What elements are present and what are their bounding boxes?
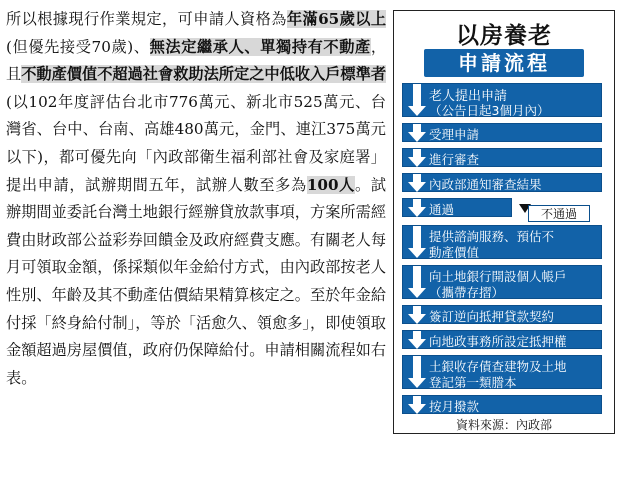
flow-step-label: 土銀收存債查建物及土地 — [429, 359, 567, 374]
down-arrow-icon — [408, 404, 426, 414]
article-text-run: 所以根據現行作業規定，可申請人資格為 — [6, 10, 287, 28]
down-arrow-icon — [408, 248, 426, 258]
flow-step-sublabel: 登記第一類謄本 — [429, 375, 517, 390]
article-text-run: (以102年度評估台北市776萬元、新北市525萬元、台灣省、台中、台南、高雄480萬元，金門、連江375萬元以下)，都可優先向「內政部衛生福利部社會及家庭署」提出申請，試辦期間五年，試辦人數至多為 — [6, 92, 386, 194]
flow-step-label: 簽訂逆向抵押貸款契約 — [429, 309, 555, 324]
source-note: 資料來源：內政部 — [455, 418, 552, 432]
flow-step-label: 提供諮詢服務、預估不 — [429, 229, 555, 244]
flow-arrow-stem — [413, 356, 421, 378]
flow-step-payment — [402, 395, 602, 414]
flow-step-consult — [402, 225, 602, 259]
flow-step-label: 進行審查 — [429, 152, 480, 167]
flowchart-title: 以房養老 — [456, 23, 552, 49]
down-arrow-icon — [408, 288, 426, 298]
flow-step-apply — [402, 83, 602, 117]
down-arrow-icon — [408, 157, 426, 167]
flow-step-sublabel: （攜帶存摺） — [429, 285, 505, 300]
down-arrow-icon — [408, 378, 426, 388]
flow-arrow-stem — [413, 306, 421, 314]
flow-step-open-account — [402, 265, 602, 299]
flow-step-notify — [402, 173, 602, 192]
article-text-run: ，且 — [6, 37, 387, 84]
article-text-run: (但優先接受70歲)、 — [6, 37, 150, 56]
flow-step-label: 內政部通知審查結果 — [429, 177, 542, 192]
flow-arrow-stem — [413, 124, 421, 132]
flow-step-register — [402, 355, 602, 389]
flow-step-label: 向土地銀行開設個人帳戶 — [429, 269, 567, 284]
flow-step-contract — [402, 305, 602, 324]
flow-arrow-stem — [413, 199, 421, 207]
down-arrow-icon — [408, 182, 426, 192]
flow-step-label: 按月撥款 — [429, 399, 480, 414]
highlight-sole-owner: 單獨持有不動產 — [260, 37, 371, 56]
flow-arrow-stem — [413, 331, 421, 339]
flow-step-sublabel: （公告日起3個月內） — [429, 103, 550, 118]
down-arrow-icon — [408, 106, 426, 116]
flow-step-pass — [402, 198, 512, 217]
flow-step-review — [402, 148, 602, 167]
down-arrow-icon — [408, 314, 426, 324]
flowchart-subtitle: 申請流程 — [424, 49, 584, 77]
highlight-max-participants: 100人 — [306, 175, 355, 194]
flow-arrow-stem — [413, 84, 421, 106]
flow-arrow-stem — [413, 149, 421, 157]
flow-arrow-stem — [413, 396, 421, 404]
flow-step-accept — [402, 123, 602, 142]
flow-step-sublabel: 動產價值 — [429, 245, 480, 260]
flow-step-fail: 不通過 — [528, 205, 590, 222]
highlight-property-value: 不動產價值不超過社會救助法所定之中低收入戶標準者 — [21, 65, 387, 84]
flow-arrow-stem — [413, 174, 421, 182]
down-arrow-icon — [408, 207, 426, 217]
flow-step-label: 老人提出申請 — [429, 89, 508, 104]
down-arrow-icon — [408, 132, 426, 142]
article-text-run: 、 — [244, 37, 261, 56]
flow-step-label: 受理申請 — [429, 127, 480, 142]
down-arrow-icon — [408, 339, 426, 349]
flow-arrow-stem — [413, 266, 421, 288]
flow-step-mortgage — [402, 330, 602, 349]
flow-step-label: 通過 — [429, 202, 455, 217]
flow-arrow-stem — [413, 226, 421, 248]
flow-step-label: 向地政事務所設定抵押權 — [429, 334, 567, 349]
flowchart-panel — [393, 10, 615, 434]
highlight-age-requirement: 年滿65歲以上 — [286, 10, 387, 28]
article-text — [6, 6, 386, 392]
article-text-run: 。試辦期間並委託台灣土地銀行經辦貸放款事項，方案所需經費由財政部公益彩券回饋金及政府經費支應。有關老人每月可領取金額，係採類似年金給付方式，由內政部按老人性別、年齡及其不動產估價結果精算核定之。至於年金給付採「終身給付制」，等於「活愈久、領愈多」，即使領取金額超過房屋價值，政府仍保障給付。申請相關流程如右表。 — [6, 175, 387, 387]
highlight-no-heir: 無法定繼承人 — [149, 37, 245, 56]
